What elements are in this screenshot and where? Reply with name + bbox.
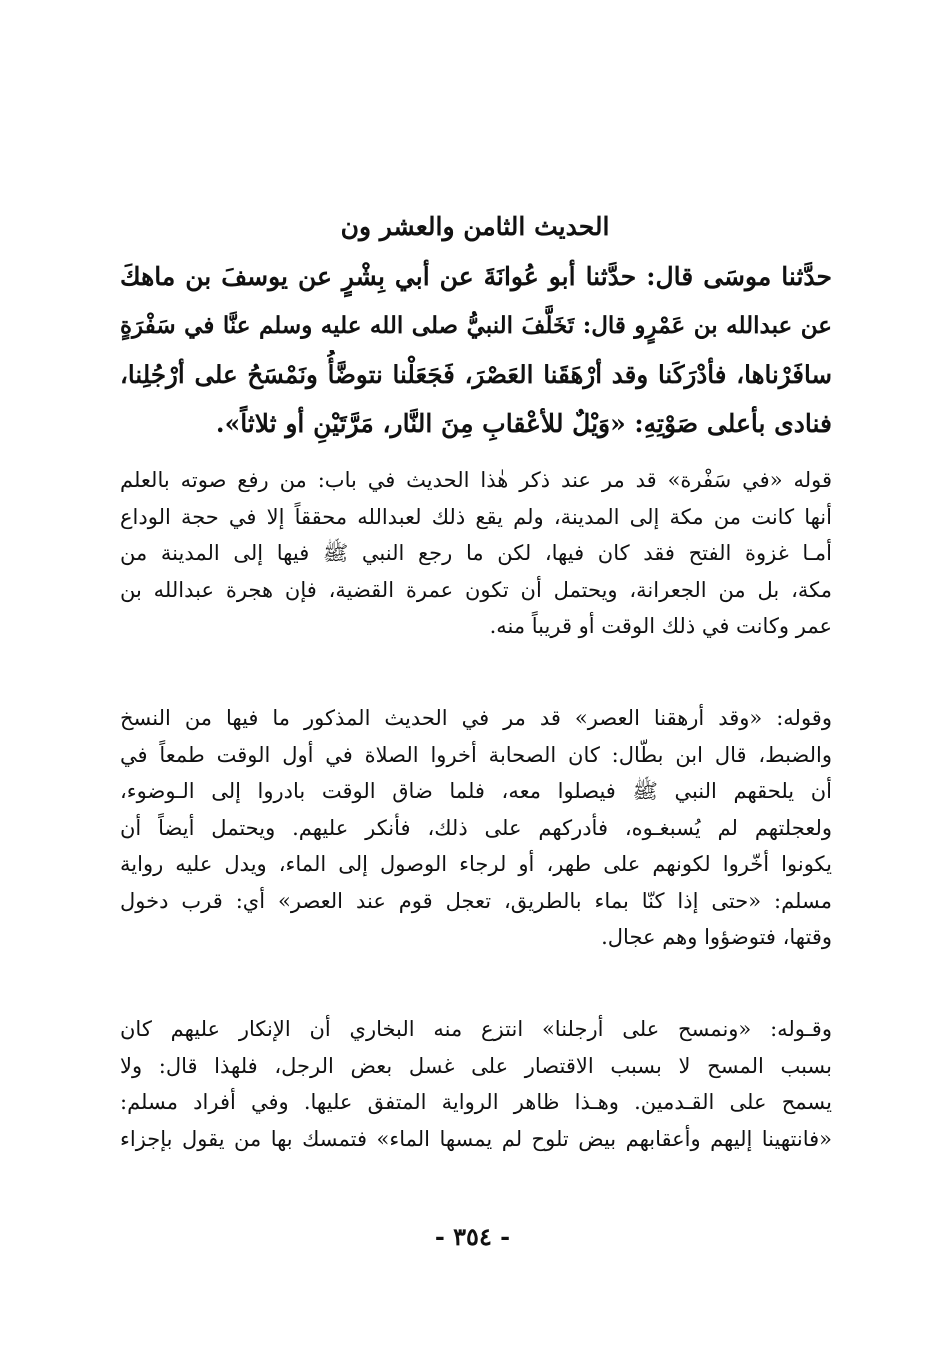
paragraph-line: أمـا غزوة الفتح فقد كان فيها، لكن ما رجع النبي ﷺ فيها إلى المدينة من [120,541,832,565]
hadith-line: فنادى بأعلى صَوْتِهِ: «وَيْلٌ للأعْقابِ مِنَ النَّار، مَرَّتَيْنِ أو ثلاثاً». [215,409,832,438]
hadith-text [120,252,832,448]
page-number: - ٣٥٤ - [434,1222,511,1251]
paragraph-line: مسلم: «حتى إذا كنّا بماء بالطريق، تعجل قوم عند العصر» أي: قرب دخول [120,888,832,913]
paragraph-line: وقتها، فتوضؤوا وهم عجال. [601,925,832,949]
hadith-line: سافَرْناها، فأدْرَكَنا وقد أرْهَقَنا العَصْرَ، فَجَعَلْنا نتوضَّأُ ونَمْسَحُ على أرْجُلِنا، [120,360,832,389]
paragraph-line: ولعجلتهم لم يُسبغـوه، فأدركهم على ذلك، فأنكر عليهم. ويحتمل أيضاً أن [120,815,832,840]
commentary-paragraph-3 [120,1011,832,1157]
paragraph-line: يكونوا أخّروا لكونهم على طهر، أو لرجاء الوصول إلى الماء، ويدل عليه رواية [120,852,832,876]
paragraph-line: عمر وكانت في ذلك الوقت أو قريباً منه. [489,614,832,638]
hadith-title: الحديث الثامن والعشر ون [340,212,610,241]
paragraph-line: مكة، بل من الجعرانة، ويحتمل أن تكون عمرة القضية، فإن هجرة عبدالله بن [120,577,832,602]
paragraph-line: «فانتهينا إليهم وأعقابهم بيض تلوح لم يمسها الماء» فتمسك بها من يقول بإجزاء [120,1126,832,1151]
commentary-paragraph-1 [120,462,832,645]
hadith-line: حدَّثنا موسَى قال: حدَّثنا أبو عُوانَةَ عن أبي بِشْرٍ عن يوسفَ بن ماهكَ [120,262,832,291]
paragraph-line: وقـوله: «ونمسح على أرجلنا» انتزع منه البخاري أن الإنكار عليهم كان [120,1017,832,1041]
paragraph-line: قوله «في سَفْرة» قد مر عند ذكر هٰذا الحديث في باب: من رفع صوته بالعلم [120,468,832,492]
paragraph-line: والضبط، قال ابن بطّال: كان الصحابة أخروا الصلاة في أول الوقت طمعاً في [120,742,832,767]
paragraph-line: وقوله: «وقد أرهقنا العصر» قد مر في الحديث المذكور ما فيها من النسخ [120,706,832,730]
hadith-line: عن عبدالله بن عَمْرٍو قال: تَخَلَّفَ النبيُّ صلى الله عليه وسلم عنَّا في سَفْرَةٍ [120,312,832,339]
paragraph-line: يسمح على القـدمين. وهـذا ظاهر الرواية المتفق عليها. وفي أفراد مسلم: [120,1090,832,1114]
paragraph-line: بسبب المسح لا بسبب الاقتصار على غسل بعض الرجل، فلهذا قال: ولا [120,1053,832,1078]
paragraph-line: أن يلحقهم النبي ﷺ فيصلوا معه، فلما ضاق الوقت بادروا إلى الـوضوء، [120,779,832,803]
commentary-paragraph-2 [120,700,832,956]
paragraph-line: أنها كانت من مكة إلى المدينة، ولم يقع ذلك لعبدالله محققاً إلا في حجة الوداع [120,504,832,529]
